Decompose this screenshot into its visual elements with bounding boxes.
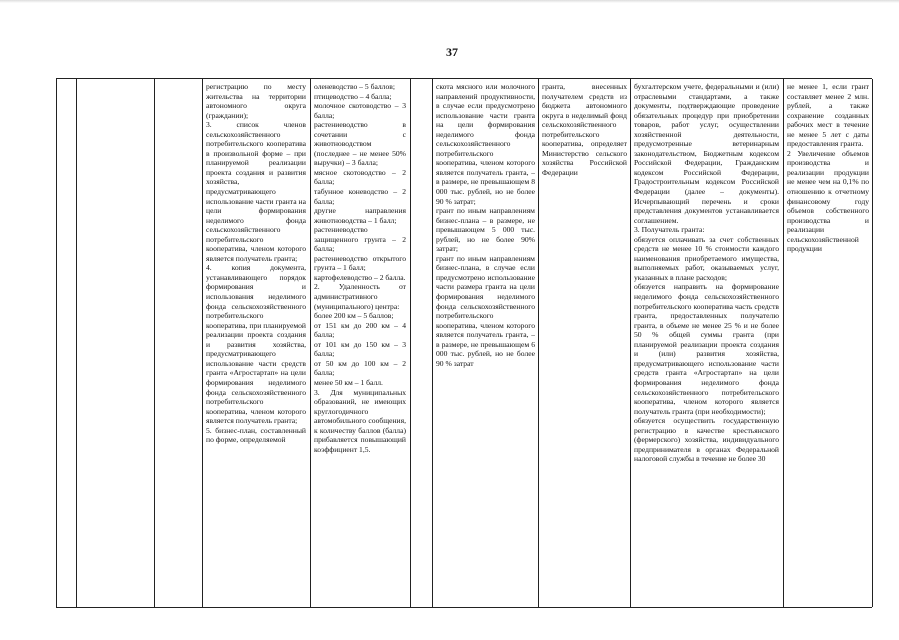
- column-divider: [310, 79, 311, 607]
- scan-edge: [0, 0, 899, 3]
- cell-paragraph: 3. список членов сельскохозяйственного потребительского кооператива в произвольной форме – при планируемой реализации проекта создания и развития хозяйства, предусматривающего использование части гранта на цели формирования неделимого фонда сельскохозяйственного потребительского кооператива, членом которого является получатель гранта;: [206, 120, 306, 263]
- cell-paragraph: бухгалтерском учете, федеральными и (или) отраслевыми стандартами, а также документы, подтверждающие проведение обязательных процедур при приобретении товаров, работ услуг, осуществлении хозяйственной деятельности, предусмотренные ветеринарным законодательством, Бюджетным кодексом Российской Федерации, Гражданским кодексом Российской Федерации, Градостроительным кодексом Российской Федерации (далее – документы). Исчерпывающий перечень и сроки представления документов устанавливается соглашением.: [634, 82, 779, 225]
- cell-paragraph: оленеводство – 5 баллов;: [314, 82, 395, 91]
- column-divider: [154, 79, 155, 607]
- column-divider: [783, 79, 784, 607]
- column-divider: [410, 79, 411, 607]
- cell-paragraph: 4. копия документа, устанавливающего порядок формирования и использования неделимого фонда сельскохозяйственного потребительского кооператива, при планируемой реализации проекта создания и развития хозяйства, предусматривающего использование части средств гранта «Агростартап» на цели формирования неделимого фонда сельскохозяйственного потребительского кооператива, членом которого является получатель гранта;: [206, 263, 306, 426]
- document-table: [56, 78, 872, 608]
- cell-paragraph: от 151 км до 200 км – 4 балла;: [314, 320, 406, 340]
- cell-paragraph: 5. бизнес-план, составленный по форме, определяемой: [206, 425, 306, 445]
- cell-paragraph: от 50 км до 100 км – 2 балла;: [314, 358, 406, 378]
- cell-paragraph: растениеводство в сочетании с животноводством (последнее – не менее 50% выручки) – 3 балла;: [314, 120, 406, 168]
- cell-paragraph: табунное коневодство – 2 балла;: [314, 187, 406, 206]
- documents-column: [206, 82, 306, 607]
- cell-paragraph: обязуется направить на формирование неделимого фонда сельскохозяйственного потребительского кооператива часть средств гранта, предоставленных получателю гранта, в объеме не менее 25 % и не более 50 % общей суммы гранта (при планируемой реализации проекта создания и (или) развития хозяйства, предусматривающего использование части средств гранта «Агростартап» на цели формирования неделимого фонда сельскохозяйственного потребительского кооператива, членом которого является получатель гранта (при необходимости);: [634, 282, 779, 416]
- column-divider: [432, 79, 433, 607]
- cell-paragraph: молочное скотоводство – 3 балла;: [314, 101, 406, 120]
- column-divider: [538, 79, 539, 607]
- cell-paragraph: картофелеводство – 2 балла.: [314, 272, 406, 282]
- column-divider: [630, 79, 631, 607]
- scoring-criteria-column: [314, 82, 406, 607]
- cell-paragraph: растениеводство защищенного грунта – 2 балла;: [314, 225, 406, 254]
- fund-rules-column: [542, 82, 627, 607]
- column-divider: [202, 79, 203, 607]
- cell-paragraph: птицеводство – 4 балла;: [314, 91, 392, 101]
- cell-paragraph: обязуется осуществить государственную регистрацию в качестве крестьянского (фермерского) хозяйства, индивидуального предпринимателя в органах Федеральной налоговой службы в течение не более 30: [634, 416, 779, 464]
- grant-amount-column: [436, 82, 535, 607]
- cell-paragraph: от 101 км до 150 км – 3 балла;: [314, 339, 406, 359]
- obligations-column: [634, 82, 779, 607]
- cell-paragraph: не менее 1, если грант составляет менее 2 млн. рублей, а также сохранение созданных рабочих мест в течение не менее 5 лет с даты предоставления гранта.: [787, 82, 869, 149]
- cell-paragraph: регистрацию по месту жительства на территории автономного округа (граждании);: [206, 82, 306, 120]
- cell-paragraph: гранта, внесенных получателем средств из бюджета автономного округа в неделимый фонд сельскохозяйственного потребительского кооператива, определяет Министерство сельского хозяйства Российской Федерации: [542, 82, 627, 177]
- cell-paragraph: 3. Получатель гранта:: [634, 225, 705, 235]
- cell-paragraph: 3. Для муниципальных образований, не имеющих круглогодичного автомобильного сообщения, к количеству баллов (балла) прибавляется повышающий коэффициент 1,5.: [314, 387, 406, 454]
- cell-paragraph: растениеводство открытого грунта – 1 балл;: [314, 253, 406, 273]
- cell-paragraph: скота мясного или молочного направлений продуктивности, в случае если предусмотрено использование части гранта на цели формирования неделимого фонда сельскохозяйственного потребительского кооператива, членом которого является получатель гранта, – в размере, не превышающем 8 000 тыс. рублей, но не более 90 % затрат;: [436, 82, 535, 206]
- column-divider: [76, 79, 77, 607]
- cell-paragraph: менее 50 км – 1 балл.: [314, 377, 383, 387]
- cell-paragraph: обязуется оплачивать за счет собственных средств не менее 10 % стоимости каждого наименования приобретаемого имущества, выполняемых работ, оказываемых услуг, указанных в плане расходов;: [634, 234, 779, 282]
- table-border: [56, 79, 57, 607]
- cell-paragraph: 2. Удаленность от административного (муниципального) центра:: [314, 282, 406, 311]
- cell-paragraph: мясное скотоводство – 2 балла;: [314, 167, 406, 187]
- cell-paragraph: грант по иным направлениям бизнес-плана – в размере, не превышающем 5 000 тыс. рублей, но не более 90% затрат;: [436, 206, 535, 254]
- table-border: [872, 79, 873, 607]
- cell-paragraph: другие направления животноводства – 1 балл;: [314, 206, 406, 225]
- cell-paragraph: 2 Увеличение объемов производства и реализации продукции не менее чем на 0,1% по отношению к отчетному финансовому году объемов собственного производства и реализации сельскохозяйственной продукции: [787, 148, 869, 254]
- page-number: 37: [446, 45, 458, 59]
- results-column: [787, 82, 869, 607]
- cell-paragraph: грант по иным направлениям бизнес-плана, в случае если предусмотрено использование части размера гранта на цели формирования неделимого фонда сельскохозяйственного потребительского кооператива, членом которого является получатель гранта, – в размере, не превышающем 6 000 тыс. рублей, но не более 90 % затрат: [436, 253, 535, 368]
- cell-paragraph: более 200 км – 5 баллов;: [314, 311, 394, 321]
